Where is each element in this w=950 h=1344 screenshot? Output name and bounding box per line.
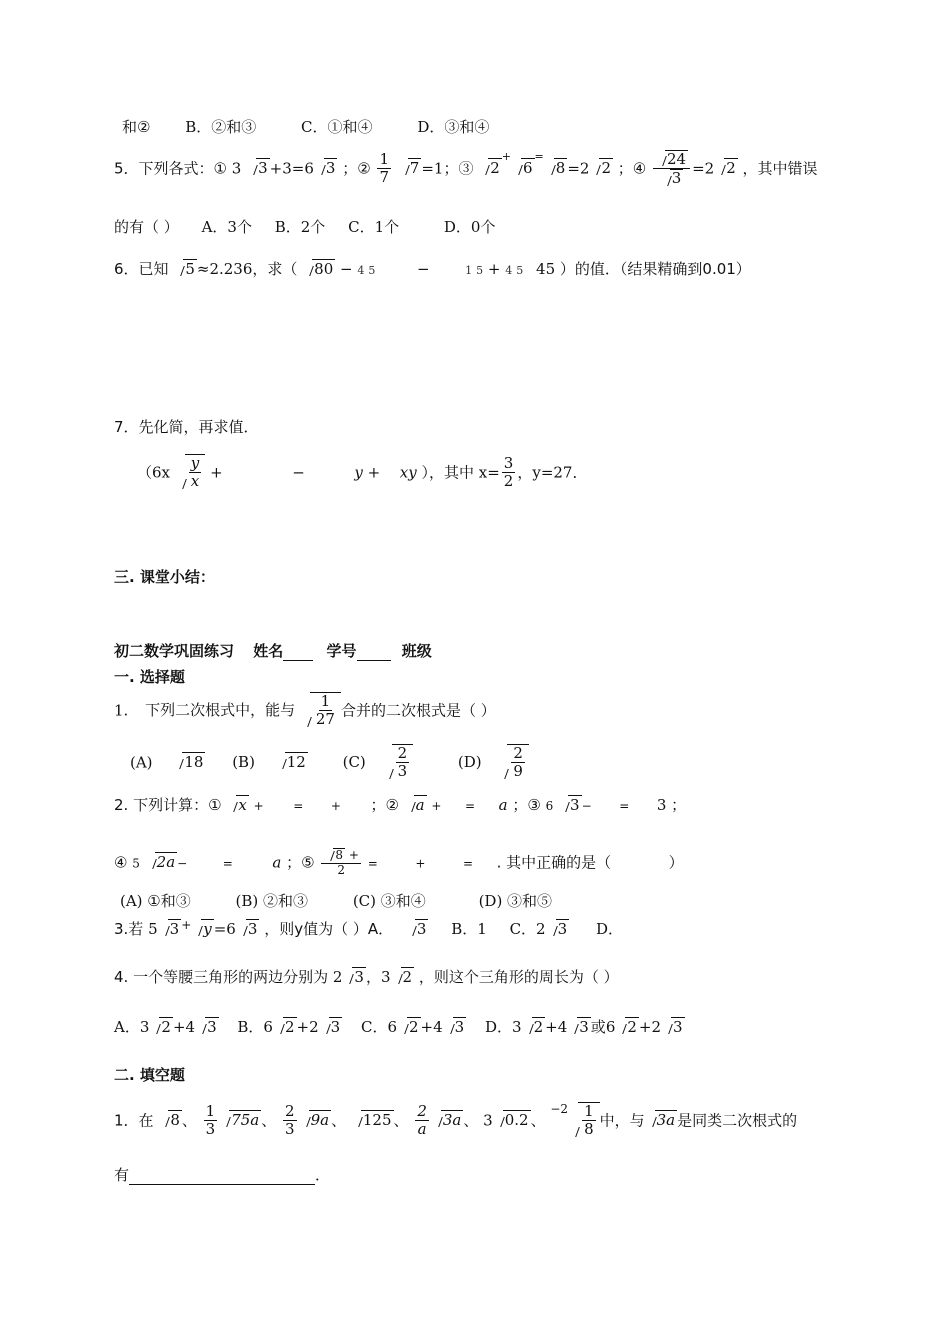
name-label: 姓名	[253, 642, 284, 660]
p2q1-dun6: 、	[530, 1111, 546, 1130]
p1q3-opt-c: C．2	[509, 920, 546, 938]
q7-plus2: +	[367, 463, 381, 482]
q6-minus1: −	[340, 260, 353, 278]
p1q4-opt-c	[361, 1018, 466, 1036]
p2q1-answer-blank[interactable]	[129, 1170, 315, 1185]
p2q1-c3: 3	[483, 1111, 493, 1130]
p2q1-r4: 125	[362, 1111, 392, 1130]
q5-e3-sqrt1	[479, 158, 502, 177]
p2q1-sqrt1	[159, 1110, 182, 1129]
q6-frag2	[465, 264, 483, 277]
p2q1-dun3: 、	[331, 1111, 347, 1130]
p1q4-or-mid: +2	[638, 1018, 662, 1036]
q5-e1-tail: +3=6	[269, 159, 314, 178]
p1q2-r3: 3	[570, 796, 580, 814]
q4-opt-c: C．①和④	[301, 118, 373, 136]
part1-heading: 一. 选择题	[114, 668, 185, 686]
p1q2-plus5: +	[415, 856, 426, 871]
q6-frag4: 45	[536, 260, 556, 278]
class-label: 班级	[401, 642, 432, 660]
q7-x-eq: x=	[478, 463, 500, 482]
q5-e3-rad4: 2	[601, 159, 611, 178]
q5-e1-rad2: 3	[325, 159, 336, 178]
q5-e1-coef: 3	[231, 159, 242, 178]
q5-sep3: ；④	[617, 159, 647, 178]
p1q1-a-rad: 18	[184, 753, 204, 772]
p2q1-f1d: 3	[205, 1120, 216, 1139]
q5-e4-tail: =2	[692, 159, 715, 178]
p2q1-lead: 1．在	[114, 1111, 154, 1130]
p1q4-a-label: A．3	[114, 1018, 150, 1036]
p1q1-opt-b: (B)	[232, 753, 255, 772]
q6-minus2: −	[416, 260, 430, 278]
p1q2-lead: 2. 下列计算：①	[114, 796, 222, 814]
q5-e4-frac	[653, 150, 690, 188]
q5-sep1: ；②	[342, 159, 371, 178]
exercise-title: 初二数学巩固练习	[114, 642, 235, 660]
q4-opt-b: B．②和③	[185, 118, 257, 136]
p2q1-cm2: −2	[550, 1102, 569, 1116]
q5-e2-sqrt	[399, 158, 422, 177]
p1q3-opt-d: D．	[595, 920, 623, 938]
p1q2-lead2: ④	[114, 853, 128, 872]
p1q2-two: 2	[337, 862, 345, 877]
p1q2-r2: a	[415, 796, 425, 814]
p1q3-sqrt1	[159, 919, 182, 938]
exercise-header	[114, 640, 432, 661]
q5-e1-sqrt	[247, 158, 270, 177]
p2q1-f4n: 1	[584, 1102, 594, 1120]
p1q4-b-mid: +2	[296, 1018, 319, 1036]
p1q2-opt-a: (A) ①和③	[120, 892, 191, 910]
q6-frag2-b: 5	[476, 264, 484, 277]
q7-x-frac	[502, 455, 516, 491]
q7-x-num: 3	[503, 454, 514, 472]
q6-frag3-a: 4	[505, 264, 513, 277]
q5-e3-rad1: 2	[490, 159, 500, 178]
p1q2-opt-d: (D) ③和⑤	[478, 892, 553, 910]
p1q2-tail: . 其中正确的是（	[496, 853, 612, 872]
p1q2-line2	[114, 848, 684, 878]
p2q1-tail: 是同类二次根式的	[677, 1111, 798, 1130]
q5-e2-tail: =1；③	[421, 159, 474, 178]
p1q1-den: 27	[315, 710, 335, 729]
p1q3-a-rad: 3	[416, 920, 427, 938]
number-blank[interactable]	[357, 660, 391, 661]
q7-x-den: 2	[503, 472, 514, 491]
p1q2-plus1: +	[253, 799, 264, 813]
q5-e3-eq: =	[534, 150, 544, 163]
p1q4-c-mid: +4	[420, 1018, 443, 1036]
p1q3-plus: +	[181, 918, 192, 932]
q5-e4-num: 24	[667, 150, 687, 168]
q5-e3-tail: =2	[567, 159, 590, 178]
q5-e3-sqrt3	[545, 158, 568, 177]
q5-e3-rad3: 8	[555, 159, 566, 178]
q6-frag1-a: 4	[357, 264, 365, 277]
p1q1-c-den: 3	[397, 762, 408, 781]
p1q4-or-sqrt2	[662, 1017, 685, 1036]
p1q2-sqrt-3	[559, 795, 582, 814]
p1q3-opt-b: B．1	[451, 920, 487, 938]
p1q4-a-r1: 2	[161, 1018, 171, 1036]
p1q4-a-mid: +4	[172, 1018, 196, 1036]
p1q2-sep3: ；③	[512, 796, 541, 814]
q7-title: 7．先化简，再求值．	[114, 418, 259, 436]
p1q2-minus2: −	[177, 856, 188, 871]
q5-e2-rad: 7	[409, 159, 420, 178]
p1q1-options	[130, 744, 529, 781]
q5-e2-num: 1	[379, 150, 389, 168]
p1q2-sep5: ；⑤	[286, 853, 315, 872]
q6-frag2-a: 1	[465, 264, 473, 277]
p1q1-opt-c: (C)	[342, 753, 366, 772]
q6-plus: +	[487, 260, 501, 278]
p1q2-close: ）	[668, 853, 684, 872]
q5-e3-sqrt2	[512, 158, 535, 177]
p1q4-a-r2: 3	[207, 1018, 217, 1036]
q6-sqrt80	[303, 259, 335, 278]
p1q3-r2: y	[203, 920, 212, 938]
p1q4-d-mid: +4	[545, 1018, 568, 1036]
q5-lead: 5．下列各式：①	[114, 159, 227, 178]
q5-e4-rad: 2	[726, 159, 736, 178]
p1q4-options	[114, 1016, 685, 1037]
p1q3-sqrt3	[237, 919, 260, 938]
p1q2-opt-c: (C) ③和④	[352, 892, 426, 910]
p2q1-f2d: 3	[285, 1120, 295, 1139]
q6-rad80: 80	[314, 260, 334, 278]
p1q3-line	[114, 918, 623, 939]
q6-approx: ≈2.236，求（	[196, 260, 298, 278]
p2q1-line2-text: 有	[114, 1166, 130, 1184]
p1q2-frac5	[321, 848, 361, 878]
q6-frag3	[505, 264, 523, 277]
p1q1-text: 下列二次根式中，能与	[145, 701, 296, 720]
q5-opt-a: A．3个	[201, 218, 252, 236]
p1q4-sep: ，	[365, 968, 381, 986]
q6-frag3-b: 5	[516, 264, 524, 277]
q5-line1	[114, 150, 818, 188]
p1q1-c-sqrt	[383, 744, 414, 781]
p2q1-line1	[114, 1102, 797, 1139]
p2q1-dun1: 、	[181, 1111, 197, 1130]
p1q3-c-sqrt	[547, 919, 570, 938]
p2q1-r3: 9a	[310, 1111, 330, 1130]
p1q3-eq: =6	[213, 920, 236, 938]
q7-xy: xy	[399, 463, 417, 482]
p1q2-eq2: =	[465, 799, 476, 813]
q7-rad-den: x	[190, 472, 200, 491]
p1q4-or-r2: 3	[673, 1018, 683, 1036]
p1q2-sqrt-a	[405, 795, 427, 814]
name-blank[interactable]	[283, 660, 313, 661]
q7-y-eq: ，y=27．	[517, 463, 588, 482]
p1q2-eq3: =	[619, 799, 630, 813]
p2q1-dun4: 、	[393, 1111, 409, 1130]
p1q4-opt-a	[114, 1018, 219, 1036]
p1q4-b-r1: 2	[284, 1018, 295, 1036]
p1q4-r1: 3	[354, 968, 364, 986]
q7-y: y	[354, 463, 363, 482]
p1q4-text: 4. 一个等腰三角形的两边分别为	[114, 968, 329, 986]
p2q1-f3n: 2	[417, 1102, 427, 1120]
q6-lead: 6．已知	[114, 260, 169, 278]
q5-opt-b: B．2个	[274, 218, 326, 236]
p1q2-sqrt-2a	[146, 852, 178, 871]
p1q2-sep2: ；②	[370, 796, 399, 814]
q7-tail: ），其中	[421, 463, 474, 482]
q5-line2	[114, 216, 495, 237]
p1q2-eq6: =	[462, 856, 473, 871]
p1q1-opt-d: (D)	[457, 753, 482, 772]
p1q2-minus: −	[581, 799, 592, 813]
p2q1-line2	[114, 1164, 330, 1185]
q6-frag1-b: 5	[368, 264, 376, 277]
p1q1-c-num: 2	[397, 744, 408, 762]
q5-e3-rad2: 6	[523, 159, 533, 178]
p1q2-line1	[114, 794, 686, 815]
q5-e3-sqrt4	[590, 158, 613, 177]
q4-opt-a: 和②	[122, 118, 151, 136]
q5-e2-frac	[377, 151, 391, 187]
q5-end: ，其中错误	[742, 159, 818, 178]
p1q2-sep4: ；	[671, 796, 687, 814]
q5-opt-c: C．1个	[348, 218, 400, 236]
p1q4-d-label: D．3	[485, 1018, 522, 1036]
p1q2-c6: 6	[545, 799, 554, 813]
p1q2-eq1: =	[293, 799, 304, 813]
q7-lead: （6x	[137, 463, 171, 482]
p1q3-sqrt2	[192, 919, 213, 938]
q6-sqrt5	[174, 259, 197, 278]
q4-options	[114, 116, 489, 137]
q5-line2-text: 的有（ ）	[114, 218, 179, 236]
p1q1-lead: 1.	[114, 701, 129, 720]
p1q4-r2: 2	[402, 968, 413, 986]
p2q1-f1n: 1	[205, 1102, 216, 1120]
p1q2-a2: a	[272, 853, 282, 872]
p1q3-a-sqrt	[406, 919, 429, 938]
q5-e2-den: 7	[379, 168, 389, 187]
q6-line	[114, 258, 751, 279]
p1q4-b-r2: 3	[330, 1018, 341, 1036]
p1q2-c5: 5	[132, 856, 140, 871]
p1q4-d-r1: 2	[533, 1018, 544, 1036]
p1q1-d-sqrt	[498, 744, 529, 781]
p1q4-or-label: 6	[605, 1018, 616, 1036]
p2q1-sqrt7	[569, 1102, 600, 1139]
q5-e1-sqrt2	[315, 158, 338, 177]
part2-heading: 二. 填空题	[114, 1066, 185, 1084]
p1q4-c1: 2	[332, 968, 343, 986]
p1q2-a: a	[498, 796, 508, 814]
p1q4-c-r1: 2	[409, 1018, 419, 1036]
p1q1-opt-a: (A)	[130, 753, 153, 772]
p2q1-sqrt5	[432, 1110, 464, 1129]
q5-e4-sqrt	[715, 158, 738, 177]
number-label: 学号	[326, 642, 357, 660]
p1q4-tail: ，则这个三角形的周长为（ ）	[418, 968, 619, 986]
p1q1-sqrt	[301, 692, 341, 729]
q5-e1-rad: 3	[258, 159, 268, 178]
q7-sqrt-frac	[176, 454, 205, 491]
p1q4-b-label: B．6	[237, 1018, 273, 1036]
p1q4-c2: 3	[380, 968, 391, 986]
p1q2-r1: x	[238, 796, 247, 814]
p1q1-d-num: 2	[513, 744, 523, 762]
p2q1-r5: 3a	[442, 1111, 462, 1130]
p1q2-eq5: =	[367, 856, 378, 871]
p1q1-num: 1	[320, 692, 331, 710]
p2q1-f2	[283, 1103, 297, 1139]
p2q1-r7: 3a	[656, 1111, 676, 1130]
p2q1-f3d: a	[417, 1120, 427, 1139]
p1q1-a-sqrt	[173, 752, 205, 771]
p1q1-b-sqrt	[276, 752, 308, 771]
p1q4-sqrt2	[392, 967, 415, 986]
p1q4-line	[114, 966, 619, 987]
q7-plus: +	[210, 463, 223, 482]
q5-e4-den: 3	[671, 169, 682, 188]
p2q1-f4d: 8	[584, 1120, 594, 1139]
p2q1-sqrt8	[646, 1110, 678, 1129]
q5-opt-d: D．0个	[443, 218, 496, 236]
p2q1-r6: 0.2	[504, 1111, 529, 1130]
p2q1-r1: 8	[170, 1111, 180, 1130]
p1q2-options	[120, 890, 552, 911]
p2q1-dun5: 、	[463, 1111, 479, 1130]
p1q4-sqrt1	[343, 967, 366, 986]
q6-frag1	[357, 264, 375, 277]
p2q1-f3	[415, 1103, 429, 1139]
p1q4-opt-d	[485, 1018, 591, 1036]
q7-expr	[137, 454, 587, 491]
q6-rad: 5	[185, 260, 195, 278]
p1q4-c-r2: 3	[454, 1018, 465, 1036]
p1q2-plus3: +	[431, 799, 442, 813]
p1q3-c-rad: 3	[557, 920, 568, 938]
p1q2-eq4: =	[222, 856, 233, 871]
p2q1-r2: 75a	[231, 1111, 260, 1130]
p1q1-tail: 合并的二次根式是（ ）	[340, 701, 496, 720]
p1q3-tail: ，则y值为（ ）A．	[264, 920, 394, 938]
p2q1-mid: 中，与	[599, 1111, 645, 1130]
p2q1-f1	[204, 1103, 218, 1139]
p1q4-d-r2: 3	[579, 1018, 589, 1036]
p1q4-or-r1: 2	[627, 1018, 637, 1036]
q5-e3-plus: +	[501, 150, 511, 163]
p1q4-or-sqrt1	[616, 1017, 639, 1036]
q4-opt-d: D．③和④	[417, 118, 490, 136]
p2q1-sqrt2	[220, 1110, 261, 1129]
p1q4-opt-b	[237, 1018, 342, 1036]
p1q1-line	[114, 692, 496, 729]
p2q1-sqrt4	[352, 1110, 394, 1129]
p2q1-dun2: 、	[261, 1111, 277, 1130]
p1q2-three: 3	[656, 796, 667, 814]
p2q1-sqrt6	[494, 1110, 531, 1129]
p1q3-c5: 5	[148, 920, 158, 938]
p1q2-sqrt-x	[227, 795, 248, 814]
p1q2-r5: 8	[335, 848, 344, 862]
p1q4-or: 或	[590, 1018, 606, 1036]
p2q1-sqrt3	[300, 1110, 332, 1129]
section3-heading: 三. 课堂小结：	[114, 568, 215, 586]
q6-tail: ）的值．（结果精确到0.01）	[559, 260, 751, 278]
p1q1-d-den: 9	[513, 762, 523, 781]
p1q1-b-rad: 12	[286, 753, 306, 772]
p1q3-r1: 3	[169, 920, 180, 938]
p1q4-c-label: C．6	[360, 1018, 397, 1036]
q7-rad-num: y	[190, 454, 200, 472]
p1q2-opt-b: (B) ②和③	[235, 892, 309, 910]
p1q2-frac-plus: +	[348, 848, 359, 862]
p1q3-r3: 3	[247, 920, 258, 938]
p2q1-end: ．	[315, 1166, 331, 1184]
p1q2-plus2: +	[330, 799, 341, 813]
q7-minus: −	[292, 463, 305, 482]
p1q3-lead: 3.若	[114, 920, 144, 938]
p1q2-r4: 2a	[156, 853, 176, 872]
p2q1-f2n: 2	[285, 1102, 295, 1120]
